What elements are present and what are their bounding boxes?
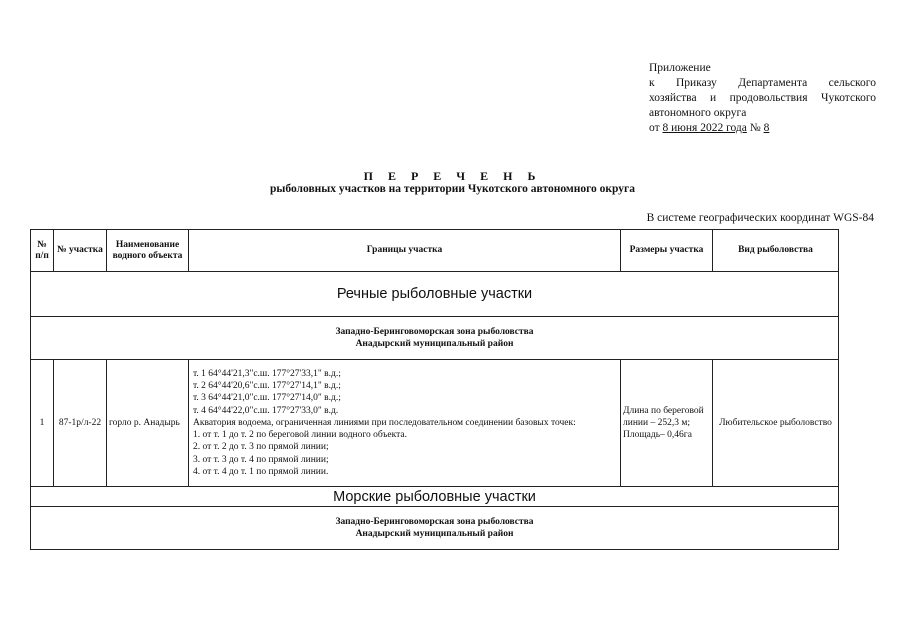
table-row [31, 360, 839, 487]
boundary-segment-1: 1. от т. 1 до т. 2 по береговой линии водного объекта. [193, 430, 408, 441]
boundary-point-2: т. 2 64°44'20,6"с.ш. 177°27'14,1" в.д.; [193, 380, 341, 391]
header-boundaries: Границы участка [189, 230, 621, 272]
zone-cell-1 [31, 317, 839, 360]
boundary-point-4: т. 4 64°44'22,0"с.ш. 177°27'33,0" в.д. [193, 405, 339, 416]
appendix-block [649, 61, 876, 136]
boundary-segment-3: 3. от т. 3 до т. 4 по прямой линии; [193, 454, 329, 465]
district-name: Анадырский муниципальный район [355, 339, 514, 349]
header-num: № п/п [31, 230, 54, 272]
header-site-num: № участка [54, 230, 107, 272]
zone-name: Западно-Беринговоморская зона рыболовства [335, 517, 534, 527]
boundary-segment-2: 2. от т. 2 до т. 3 по прямой линии; [193, 442, 329, 453]
order-number: 8 [763, 122, 770, 134]
order-date: 8 июня 2022 года [662, 122, 747, 134]
section-title-river: Речные рыболовные участки [31, 272, 839, 317]
cell-fishing-type: Любительское рыболовство [713, 360, 839, 487]
date-prefix: от [649, 122, 663, 134]
boundary-point-1: т. 1 64°44'21,3"с.ш. 177°27'33,1" в.д.; [193, 368, 341, 379]
district-name: Анадырский муниципальный район [355, 529, 514, 539]
number-prefix: № [746, 122, 764, 134]
coordinate-system-note: В системе географических координат WGS-84 [646, 212, 874, 224]
appendix-line-3: хозяйства и продовольствия Чукотского [649, 92, 876, 104]
boundary-point-3: т. 3 64°44'21,0"с.ш. 177°27'14,0" в.д.; [193, 393, 341, 404]
boundary-segment-4: 4. от т. 4 до т. 1 по прямой линии. [193, 467, 329, 478]
section-row-river [31, 272, 839, 317]
zone-name: Западно-Беринговоморская зона рыболовства [335, 327, 534, 337]
section-row-sea [31, 487, 839, 507]
cell-boundaries [189, 360, 621, 487]
zone-row-1 [31, 317, 839, 360]
document-title: П Е Р Е Ч Е Н Ь [363, 169, 542, 183]
appendix-line-2: к Приказу Департамента сельского [649, 77, 876, 89]
appendix-date-line [649, 121, 876, 136]
appendix-line-4: автономного округа [649, 107, 747, 119]
document-subtitle: рыболовных участков на территории Чукотского автономного округа [269, 183, 635, 195]
fishing-sites-table [30, 229, 839, 550]
cell-water-body: горло р. Анадырь [107, 360, 189, 487]
section-title-sea: Морские рыболовные участки [31, 487, 839, 507]
zone-cell-2 [31, 507, 839, 550]
header-fishing-type: Вид рыболовства [713, 230, 839, 272]
header-size: Размеры участка [621, 230, 713, 272]
zone-row-2 [31, 507, 839, 550]
cell-size: Длина по береговой линии – 252,3 м; Площадь– 0,46га [621, 360, 713, 487]
boundary-description: Акватория водоема, ограниченная линиями при последовательном соединении базовых точек: [193, 417, 576, 428]
appendix-line-1: Приложение [649, 62, 711, 74]
header-water-body: Наименование водного объекта [107, 230, 189, 272]
cell-num: 1 [31, 360, 54, 487]
table-header-row [31, 230, 839, 272]
cell-site-num: 87-1р/л-22 [54, 360, 107, 487]
